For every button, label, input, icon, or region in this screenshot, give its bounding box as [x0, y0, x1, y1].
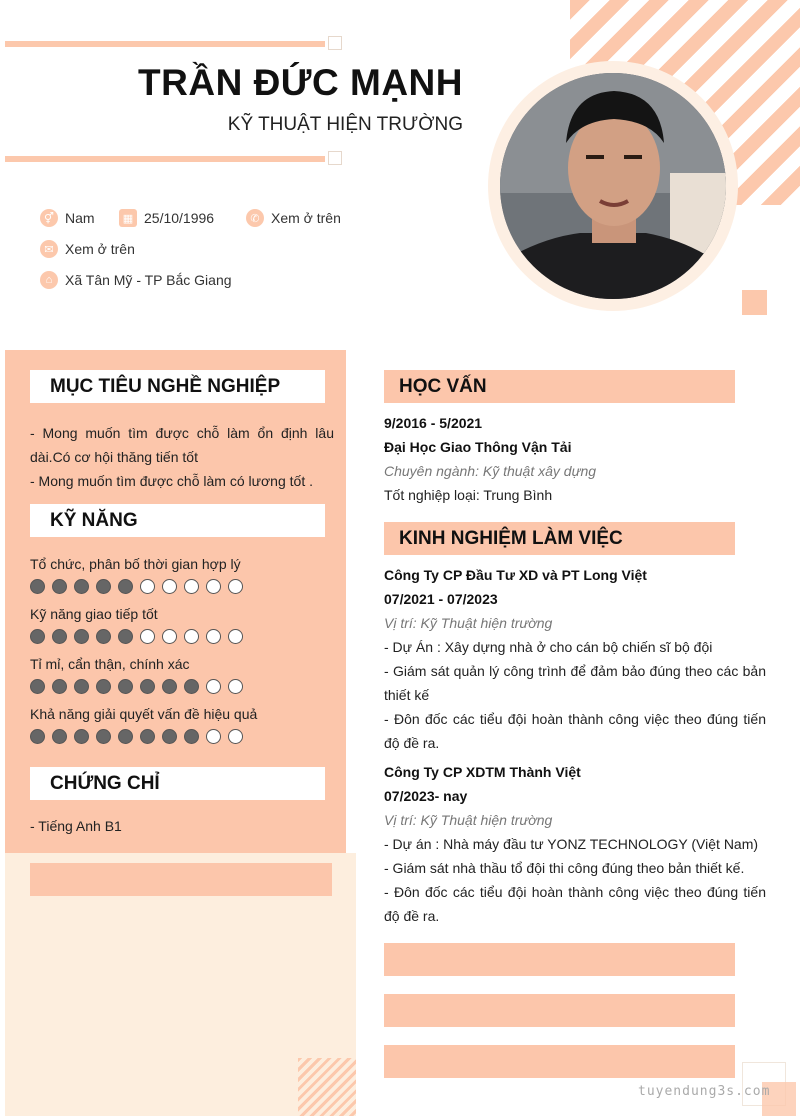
education-school: Đại Học Giao Thông Vận Tải [384, 439, 572, 455]
rating-dot-filled [96, 729, 111, 744]
gender-value: Nam [65, 210, 95, 226]
rating-dot-filled [96, 579, 111, 594]
rating-dot-filled [118, 629, 133, 644]
rating-dot-empty [206, 679, 221, 694]
job-detail: - Dự Án : Xây dựng nhà ở cho cán bộ chiến sĩ bộ đội [384, 639, 713, 655]
skill-rating [30, 679, 243, 694]
info-address [40, 271, 232, 289]
job-title: KỸ THUẬT HIỆN TRƯỜNG [227, 114, 463, 135]
info-gender [40, 209, 95, 227]
rating-dot-filled [52, 629, 67, 644]
name-bottom-divider [5, 156, 325, 162]
decor-square [742, 290, 767, 315]
rating-dot-filled [30, 729, 45, 744]
job-company: Công Ty CP Đầu Tư XD và PT Long Việt [384, 567, 647, 583]
rating-dot-filled [30, 679, 45, 694]
info-birthday [119, 209, 214, 227]
rating-dot-filled [74, 729, 89, 744]
candidate-name: TRẦN ĐỨC MẠNH [138, 62, 463, 103]
rating-dot-empty [228, 629, 243, 644]
job-detail: - Đôn đốc các tiểu đội hoàn thành công việc theo đúng tiến độ đề ra. [384, 711, 766, 751]
rating-dot-filled [30, 579, 45, 594]
education-heading: HỌC VẤN [384, 370, 735, 403]
skills-heading: KỸ NĂNG [30, 504, 325, 537]
name-top-divider-square [328, 36, 342, 50]
phone-icon: ✆ [246, 209, 264, 227]
rating-dot-filled [52, 579, 67, 594]
rating-dot-filled [118, 579, 133, 594]
email-value: Xem ở trên [65, 241, 135, 257]
job-period: 07/2021 - 07/2023 [384, 591, 498, 607]
objective-line: - Mong muốn tìm được chỗ làm có lương tốt . [30, 473, 313, 489]
rating-dot-filled [118, 729, 133, 744]
rating-dot-filled [52, 679, 67, 694]
rating-dot-empty [228, 679, 243, 694]
job-detail: - Dự án : Nhà máy đầu tư YONZ TECHNOLOGY (Việt Nam) [384, 836, 759, 852]
name-top-divider [5, 41, 325, 47]
skill-name: Tổ chức, phân bố thời gian hợp lý [30, 556, 241, 572]
rating-dot-filled [162, 679, 177, 694]
right-empty-bar [384, 994, 735, 1027]
right-empty-bar [384, 1045, 735, 1078]
left-column-empty-bar [30, 863, 332, 896]
rating-dot-filled [96, 679, 111, 694]
rating-dot-filled [74, 579, 89, 594]
rating-dot-empty [206, 579, 221, 594]
experience-heading: KINH NGHIỆM LÀM VIỆC [384, 522, 735, 555]
birthday-value: 25/10/1996 [144, 210, 215, 226]
rating-dot-empty [228, 729, 243, 744]
certificates-heading: CHỨNG CHỈ [30, 767, 325, 800]
rating-dot-empty [228, 579, 243, 594]
home-icon: ⌂ [40, 271, 58, 289]
job-detail: - Giám sát nhà thầu tổ đội thi công đúng theo bản thiết kế. [384, 860, 745, 876]
rating-dot-empty [184, 579, 199, 594]
skill-rating [30, 729, 243, 744]
rating-dot-empty [140, 629, 155, 644]
calendar-icon: ▦ [119, 209, 137, 227]
rating-dot-empty [162, 629, 177, 644]
info-phone [246, 209, 341, 227]
email-icon: ✉ [40, 240, 58, 258]
rating-dot-filled [118, 679, 133, 694]
info-email [40, 240, 135, 258]
rating-dot-filled [184, 729, 199, 744]
rating-dot-empty [184, 629, 199, 644]
name-bottom-divider-square [328, 151, 342, 165]
rating-dot-filled [162, 729, 177, 744]
avatar-portrait [500, 73, 726, 299]
education-major: Chuyên ngành: Kỹ thuật xây dựng [384, 463, 597, 479]
education-period: 9/2016 - 5/2021 [384, 415, 483, 431]
job-position: Vị trí: Kỹ Thuật hiện trường [384, 812, 553, 828]
job-company: Công Ty CP XDTM Thành Việt [384, 764, 581, 780]
skill-name: Tỉ mỉ, cẩn thận, chính xác [30, 656, 190, 672]
phone-value: Xem ở trên [271, 210, 341, 226]
rating-dot-filled [30, 629, 45, 644]
skill-rating [30, 579, 243, 594]
rating-dot-filled [96, 629, 111, 644]
rating-dot-filled [184, 679, 199, 694]
objective-text [30, 421, 334, 493]
skill-name: Kỹ năng giao tiếp tốt [30, 606, 158, 622]
objective-heading: MỤC TIÊU NGHỀ NGHIỆP [30, 370, 325, 403]
rating-dot-empty [206, 729, 221, 744]
rating-dot-empty [162, 579, 177, 594]
job-position: Vị trí: Kỹ Thuật hiện trường [384, 615, 553, 631]
certificate-item: - Tiếng Anh B1 [30, 818, 122, 834]
education-grade: Tốt nghiệp loại: Trung Bình [384, 487, 553, 503]
watermark-text: tuyendung3s.com [638, 1084, 771, 1099]
objective-line: - Mong muốn tìm được chỗ làm ổn định lâu dài.Có cơ hội thăng tiến tốt [30, 425, 334, 465]
right-empty-bar [384, 943, 735, 976]
skill-name: Khả năng giải quyết vấn đề hiệu quả [30, 706, 258, 722]
rating-dot-filled [74, 679, 89, 694]
address-value: Xã Tân Mỹ - TP Bắc Giang [65, 272, 232, 288]
rating-dot-empty [206, 629, 221, 644]
rating-dot-filled [52, 729, 67, 744]
job-detail: - Đôn đốc các tiểu đội hoàn thành công việc theo đúng tiến độ đề ra. [384, 884, 766, 924]
rating-dot-filled [140, 679, 155, 694]
corner-stripes [298, 1058, 356, 1116]
skill-rating [30, 629, 243, 644]
rating-dot-empty [140, 579, 155, 594]
avatar [500, 73, 726, 299]
rating-dot-filled [74, 629, 89, 644]
job-period: 07/2023- nay [384, 788, 468, 804]
job-detail: - Giám sát quản lý công trình để đảm bảo đúng theo các bản thiết kế [384, 663, 766, 703]
rating-dot-filled [140, 729, 155, 744]
gender-icon: ⚥ [40, 209, 58, 227]
